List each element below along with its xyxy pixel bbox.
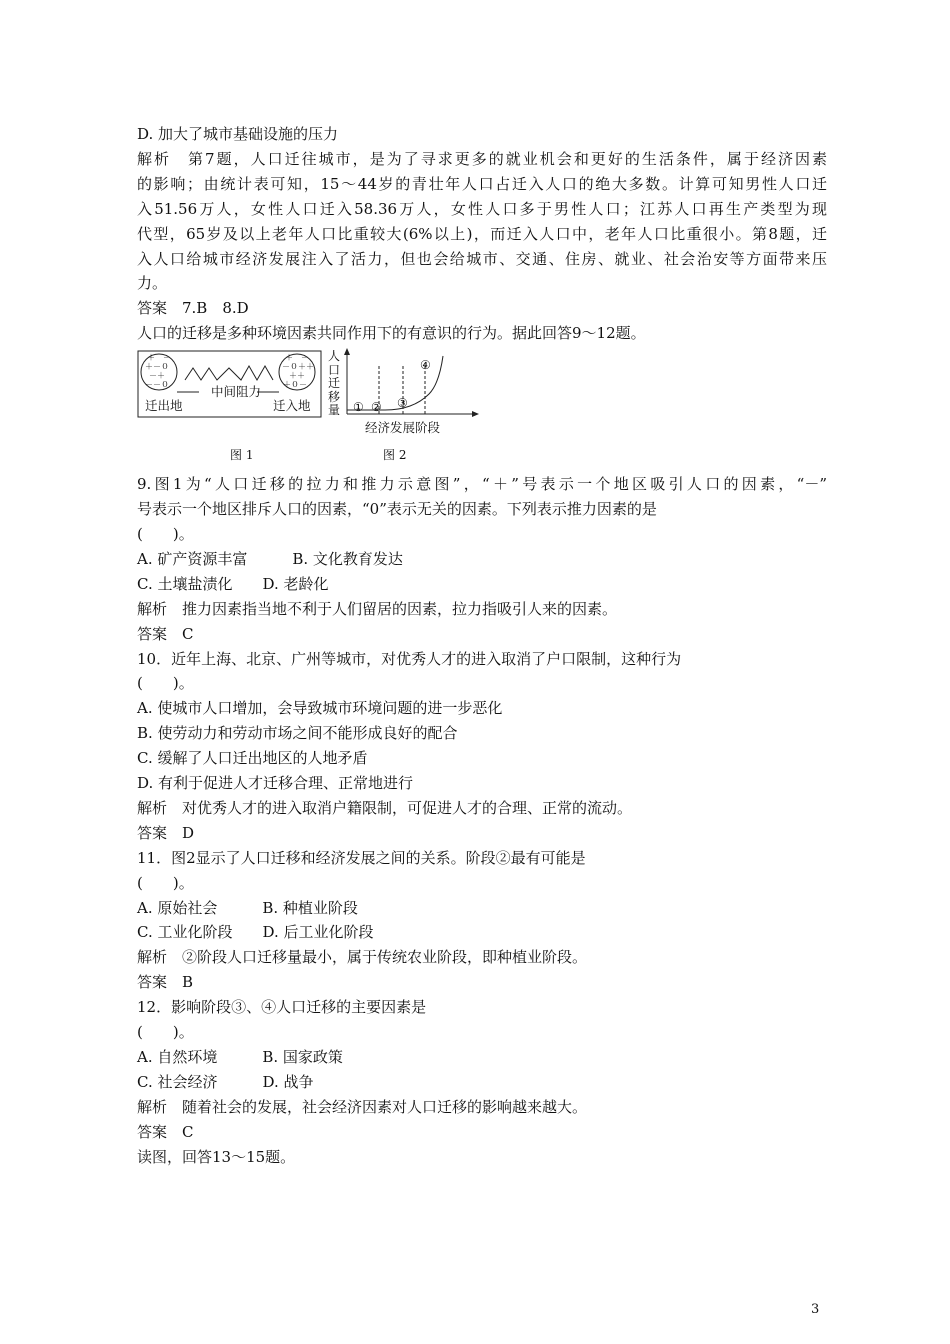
option-line: C. 社会经济 D. 战争 — [137, 1072, 314, 1091]
question-line: 12．影响阶段③、④人口迁移的主要因素是 — [137, 998, 427, 1017]
right-signs-row: ＋＋ — [289, 371, 305, 381]
answer-bracket: ( )。 — [137, 524, 194, 543]
destination-label: 迁入地 — [273, 398, 311, 414]
y-axis-label: 人口迁移量 — [328, 349, 341, 418]
answer-line: 答案 B — [137, 973, 194, 992]
stage-2-label: ② — [371, 400, 382, 415]
answer-bracket: ( )。 — [137, 873, 194, 892]
page-number: 3 — [811, 1302, 820, 1317]
stage-3-label: ③ — [397, 396, 408, 411]
answer-bracket: ( )。 — [137, 1023, 194, 1042]
text-line: 解析 第7题，人口迁往城市，是为了寻求更多的就业机会和更好的生活条件，属于经济因素 — [137, 149, 827, 168]
option-line: C. 缓解了人口迁出地区的人地矛盾 — [137, 749, 368, 768]
page-content — [137, 122, 827, 1170]
question-line: 号表示一个地区排斥人口的因素，“0”表示无关的因素。下列表示推力因素的是 — [137, 500, 657, 519]
option-line: A. 自然环境 B. 国家政策 — [137, 1048, 343, 1066]
answer-bracket: ( )。 — [137, 674, 194, 693]
question-line: 9.图1为“人口迁移的拉力和推力示意图”，“＋”号表示一个地区吸引人口的因素，“－” — [137, 475, 827, 494]
text-line: 入51.56万人，女性人口迁入58.36万人，女性人口多于男性人口；江苏人口再生产类型为现 — [137, 199, 827, 218]
answer-line: 答案 C — [137, 1122, 194, 1141]
analysis-line: 解析 推力因素指当地不利于人们留居的因素，拉力指吸引人来的因素。 — [137, 599, 618, 618]
answer-line: 答案 C — [137, 624, 194, 643]
text-line: 代型，65岁及以上老年人口比重较大(6%以上)，而迁入人口中，老年人口比重很小。第8题，迁 — [137, 224, 827, 243]
option-line: D. 有利于促进人才迁移合理、正常地进行 — [137, 774, 414, 793]
left-signs-row: －＋ — [149, 371, 165, 381]
right-signs-row: ＋０－ — [283, 380, 307, 390]
figure-2-caption: 图 2 — [383, 448, 407, 463]
right-signs-row: －０＋＋ — [282, 362, 314, 372]
question-line: 10．近年上海、北京、广州等城市，对优秀人才的进入取消了户口限制，这种行为 — [137, 649, 682, 668]
option-line: C. 工业化阶段 D. 后工业化阶段 — [137, 923, 374, 942]
left-signs-row: ＋ － — [147, 353, 171, 363]
text-line: 的影响；由统计表可知，15～44岁的青壮年人口占迁入人口的绝大多数。计算可知男性人口迁 — [137, 174, 827, 193]
option-line: A. 矿产资源丰富 B. 文化教育发达 — [137, 549, 403, 568]
text-line: 人口的迁移是多种环境因素共同作用下的有意识的行为。据此回答9～12题。 — [137, 324, 646, 343]
text-line: 读图，回答13～15题。 — [137, 1147, 296, 1166]
left-signs-row: ＋－０ — [145, 362, 169, 372]
answer-line: 答案 D — [137, 823, 195, 842]
analysis-line: 解析 随着社会的发展，社会经济因素对人口迁移的影响越来越大。 — [137, 1097, 588, 1116]
option-line: A. 原始社会 B. 种植业阶段 — [137, 898, 358, 917]
answer-line: 答案 7.B 8.D — [137, 299, 249, 318]
x-axis-label: 经济发展阶段 — [365, 420, 441, 436]
text-line: D. 加大了城市基础设施的压力 — [137, 125, 339, 143]
figure-1-caption: 图 1 — [230, 448, 254, 463]
option-line: A. 使城市人口增加，会导致城市环境问题的进一步恶化 — [137, 699, 503, 718]
origin-label: 迁出地 — [145, 398, 183, 414]
stage-4-label: ④ — [420, 358, 431, 373]
text-line: 入人口给城市经济发展注入了活力，但也会给城市、交通、住房、就业、社会治安等方面带来压 — [137, 249, 827, 268]
figure-1-diagram — [137, 350, 322, 418]
figures-row — [137, 346, 827, 472]
analysis-line: 解析 对优秀人才的进入取消户籍限制，可促进人才的合理、正常的流动。 — [137, 798, 633, 817]
stage-1-label: ① — [353, 400, 364, 415]
right-signs-row: ＋ － — [285, 353, 309, 363]
text-line: 力。 — [137, 274, 168, 293]
question-line: 11．图2显示了人口迁移和经济发展之间的关系。阶段②最有可能是 — [137, 848, 586, 867]
analysis-line: 解析 ②阶段人口迁移量最小，属于传统农业阶段，即种植业阶段。 — [137, 948, 588, 967]
middle-resistance-label: 中间阻力 — [211, 384, 262, 400]
left-signs-row: －－０ — [145, 380, 169, 390]
option-line: B. 使劳动力和劳动市场之间不能形成良好的配合 — [137, 724, 458, 743]
figure-2-chart — [325, 346, 480, 436]
option-line: C. 土壤盐渍化 D. 老龄化 — [137, 574, 329, 593]
